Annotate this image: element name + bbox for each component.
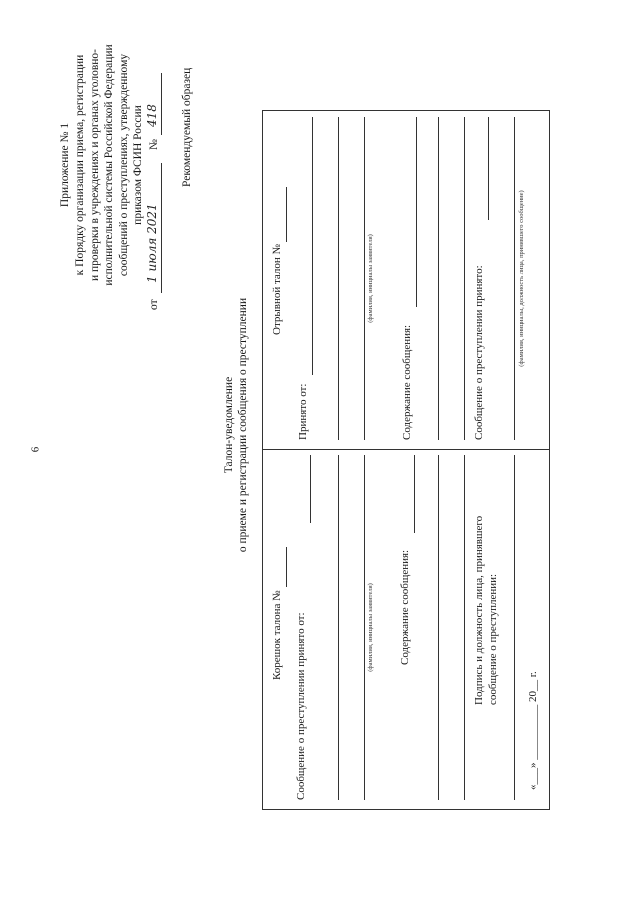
form-subtitle: о приеме и регистрации сообщения о преступлении [237,297,249,553]
order-date-line [161,163,162,293]
stub-received-from-label: Сообщение о преступлении принято от: [295,612,307,800]
order-date-handwritten: 1 июля 2021 [145,203,159,283]
form-title: Талон-уведомление [223,376,235,474]
stub-divider [262,449,550,450]
page-number: 6 [29,446,42,453]
stub-content-line-2 [438,455,439,800]
stub-signature-line [514,455,515,800]
stub-content-label: Содержание сообщения: [399,549,411,665]
stub-received-line-2 [338,455,339,800]
tear-off-accepted-line-1 [488,117,489,220]
tear-off-caption-official: (фамилия, инициалы, должность лица, принявшего сообщение) [518,190,525,367]
stub-signature-label-1: Подпись и должность лица, принявшего [473,515,485,705]
tear-off-accepted-label: Сообщение о преступлении принято: [473,265,485,440]
stub-signature-label-2: сообщение о преступлении: [487,573,499,705]
stub-content-line-1 [414,455,415,533]
tear-off-received-line-3 [364,117,365,440]
stub-date: «___» __________ 20__ г. [527,671,539,790]
stub-received-line-3 [364,455,365,800]
tear-off-caption-name: (фамилия, инициалы заявителя) [367,234,374,323]
recommended-sample: Рекомендуемый образец [181,67,193,187]
appendix-line: к Порядку организации приема, регистрации [74,54,86,276]
stub-caption-name: (фамилия, инициалы заявителя) [367,583,374,672]
tear-off-content-line-2 [438,117,439,440]
stub-content-line-3 [464,455,465,800]
tear-off-content-label: Содержание сообщения: [401,324,413,440]
appendix-title: Приложение № 1 [59,122,71,208]
appendix-line: сообщений о преступлениях, утвержденному [118,53,130,277]
tear-off-content-line-1 [416,117,417,307]
appendix-line: и проверки в учреждениях и органах уголовно- [89,49,101,281]
tear-off-number-line [286,187,287,242]
appendix-line: исполнительной системы Российской Федерации [103,44,115,286]
order-number-handwritten: 418 [145,104,159,127]
stub-number-line [286,547,287,587]
order-number-line [161,73,162,135]
order-number-label: № [148,139,160,150]
tear-off-received-from-line [312,117,313,375]
tear-off-heading: Отрывной талон № [271,243,283,335]
tear-off-accepted-line-2 [514,117,515,440]
tear-off-received-from-label: Принято от: [297,383,309,440]
order-from-label: от [148,299,160,310]
appendix-line: приказом ФСИН России [132,105,144,225]
stub-heading: Корешок талона № [271,590,283,680]
tear-off-content-line-3 [464,117,465,440]
stub-received-from-line [310,455,311,523]
tear-off-received-line-2 [338,117,339,440]
